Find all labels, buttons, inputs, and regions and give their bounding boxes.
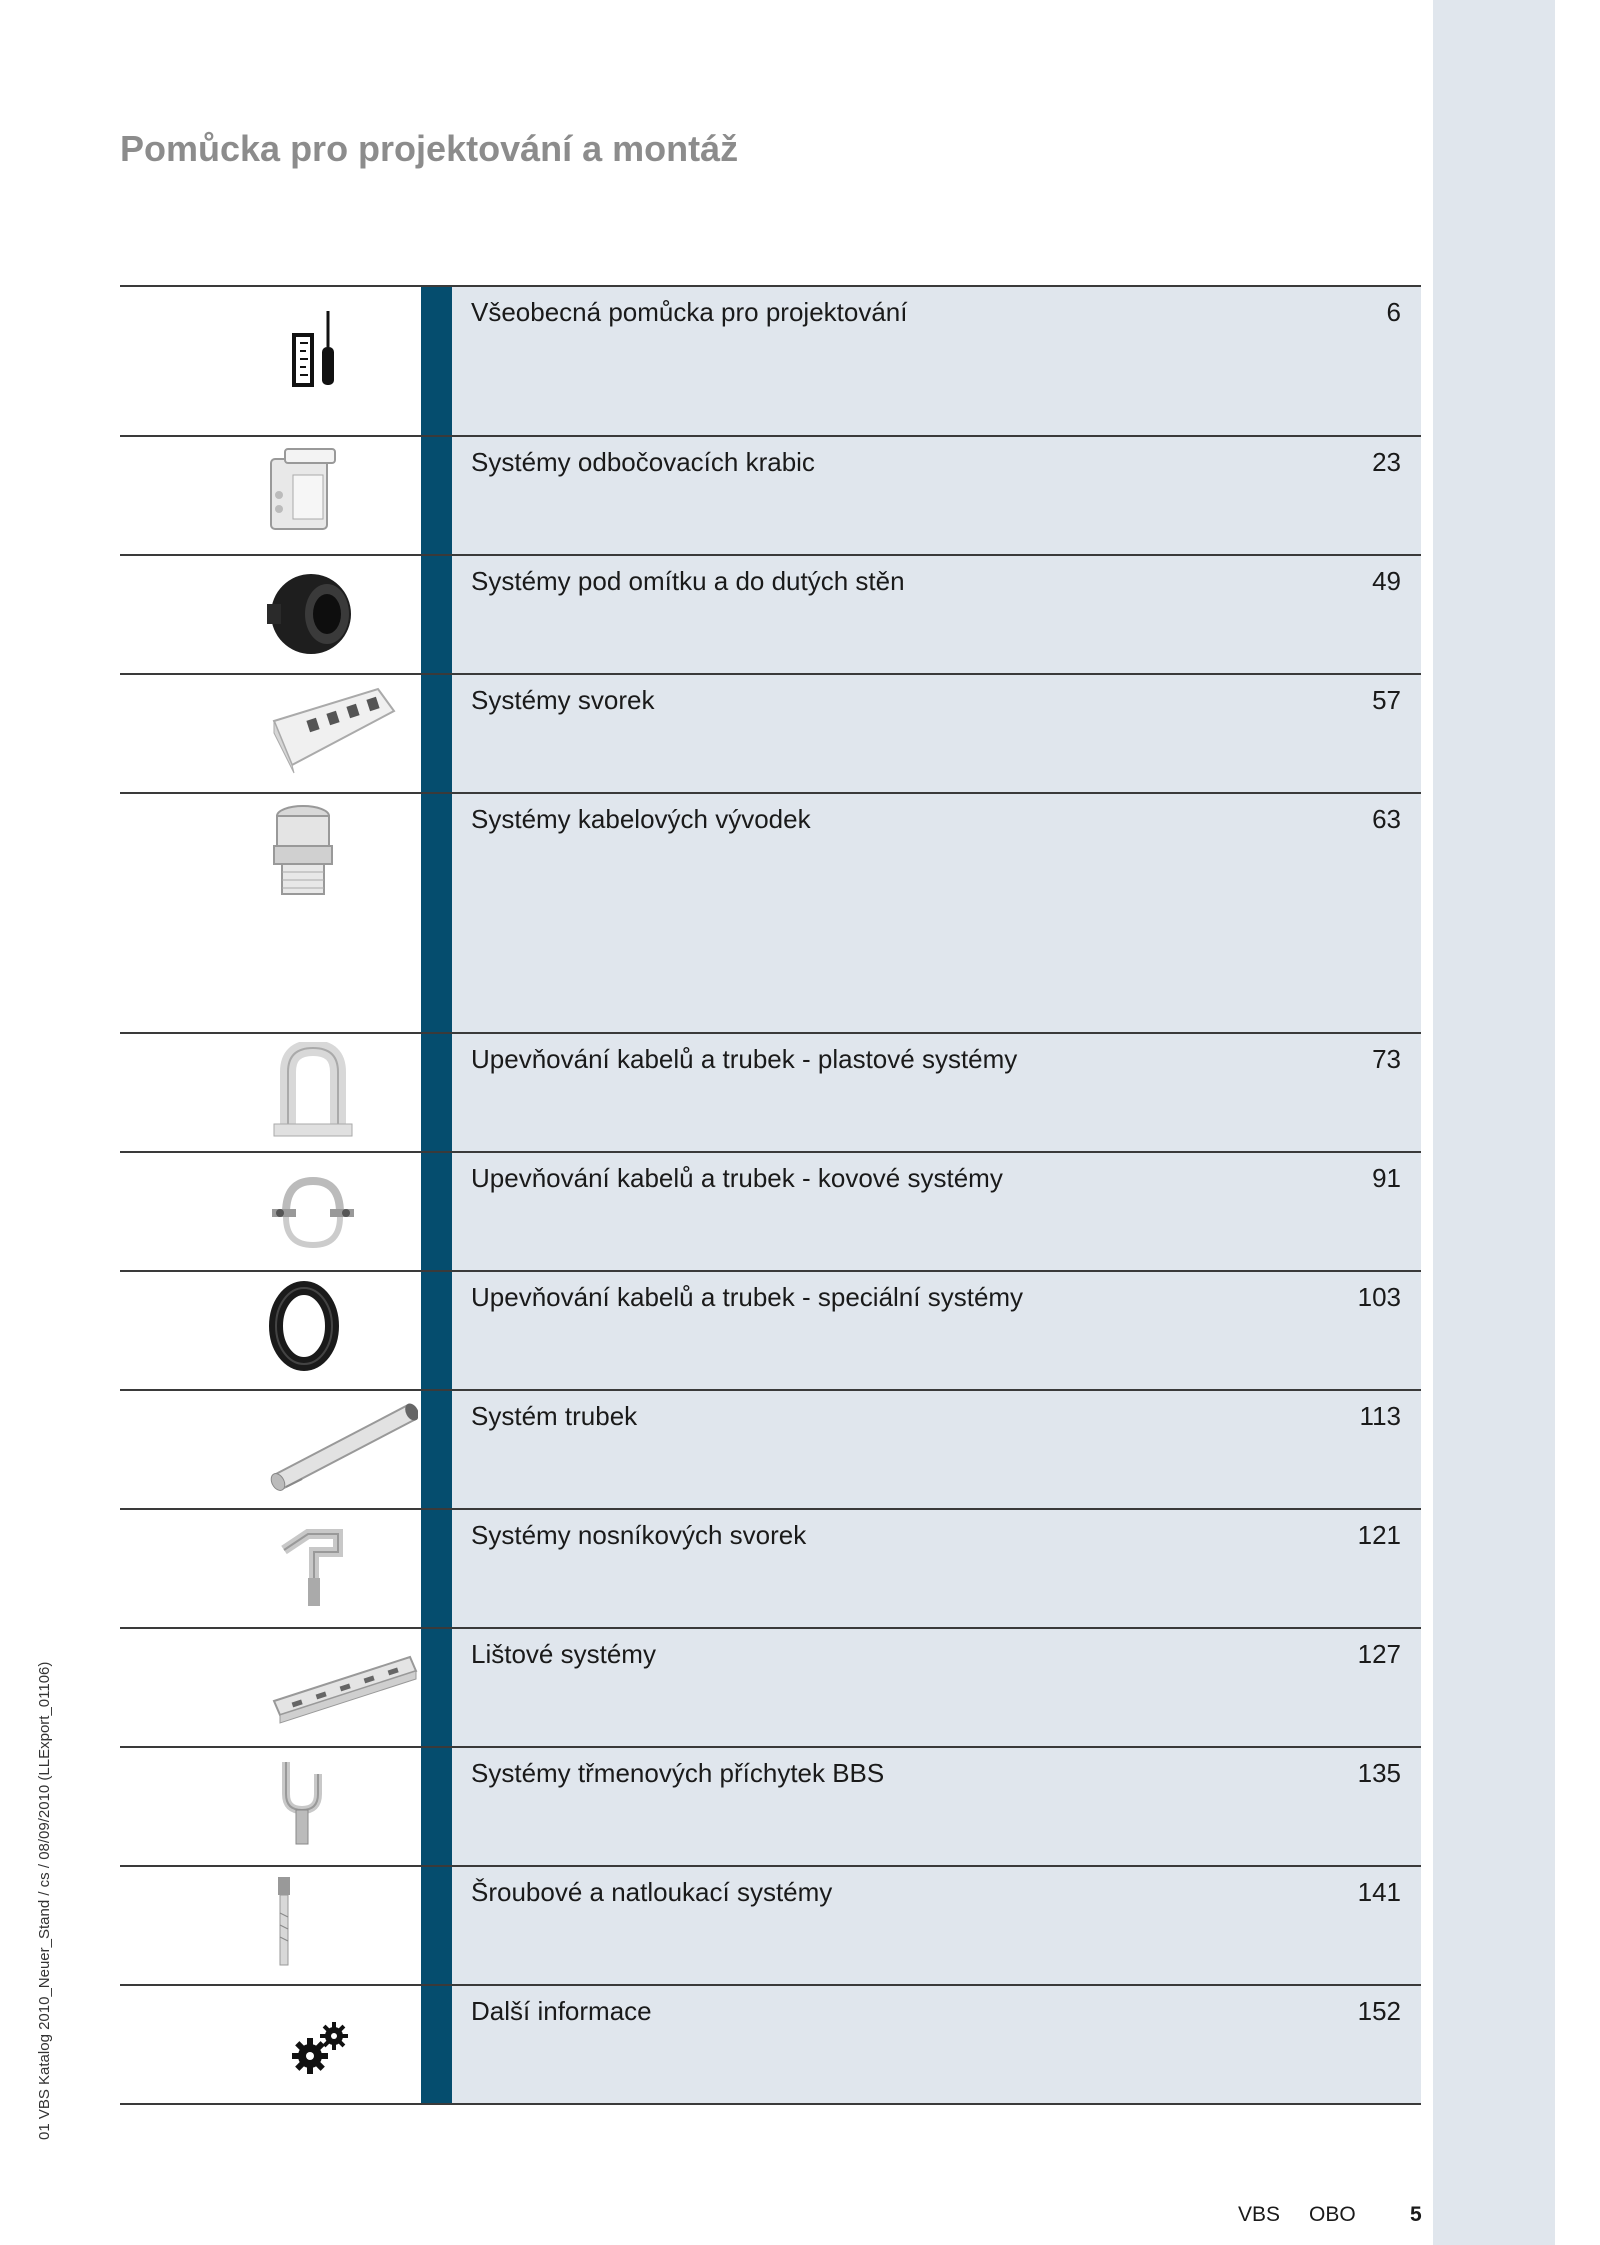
toc-entry	[452, 1510, 1421, 1627]
accent-stripe	[421, 1510, 452, 1627]
toc-row[interactable]	[120, 1391, 1421, 1510]
page-title: Pomůcka pro projektování a montáž	[120, 128, 739, 169]
plastic-clip-icon	[268, 1042, 358, 1142]
catalog-note: 01 VBS Katalog 2010_Neuer_Stand / cs / 08/09/2010 (LLExport_01106)	[36, 1661, 53, 2140]
toc-entry	[452, 675, 1421, 792]
toc-entry	[452, 794, 1421, 1032]
toc-page-number[interactable]: 57	[1372, 685, 1401, 715]
beam-clamp-icon	[270, 1522, 350, 1612]
toc-row[interactable]	[120, 1510, 1421, 1629]
toc-label[interactable]: Upevňování kabelů a trubek - speciální systémy	[471, 1282, 1024, 1312]
toc-row[interactable]	[120, 437, 1421, 556]
toc-thumbnail	[120, 1986, 421, 2103]
toc-row[interactable]	[120, 1153, 1421, 1272]
toc-label[interactable]: Upevňování kabelů a trubek - plastové systémy	[471, 1044, 1018, 1074]
accent-stripe	[421, 675, 452, 792]
toc-row[interactable]	[120, 675, 1421, 794]
toc-label[interactable]: Všeobecná pomůcka pro projektování	[471, 297, 908, 327]
side-bar	[1433, 0, 1555, 2245]
toc-page-number[interactable]: 121	[1357, 1520, 1401, 1550]
toc-thumbnail	[120, 1153, 421, 1270]
accent-stripe	[421, 437, 452, 554]
flush-box-icon	[265, 564, 365, 659]
cable-gland-icon	[268, 802, 338, 902]
junction-box-icon	[265, 445, 345, 540]
toc-thumbnail	[120, 1748, 421, 1865]
toc-label[interactable]: Další informace	[471, 1996, 652, 2026]
ring-clamp-icon	[268, 1280, 348, 1380]
toc-row[interactable]	[120, 287, 1421, 437]
toc-entry	[452, 1748, 1421, 1865]
toc-thumbnail	[120, 437, 421, 554]
page-number: 5	[1410, 2203, 1422, 2226]
bracket-clip-icon	[270, 1754, 340, 1854]
accent-stripe	[421, 287, 452, 435]
toc-page-number[interactable]: 141	[1357, 1877, 1401, 1907]
toc-label[interactable]: Systémy odbočovacích krabic	[471, 447, 815, 477]
toc-row[interactable]	[120, 794, 1421, 1034]
toc-label[interactable]: Šroubové a natloukací systémy	[471, 1877, 833, 1907]
toc-page-number[interactable]: 135	[1357, 1758, 1401, 1788]
toc-page-number[interactable]: 113	[1359, 1401, 1401, 1431]
footer-brand-vbs: VBS	[1238, 2203, 1281, 2226]
toc-entry	[452, 1986, 1421, 2103]
accent-stripe	[421, 1034, 452, 1151]
toc-thumbnail	[120, 675, 421, 792]
toc-label[interactable]: Systém trubek	[471, 1401, 638, 1431]
toc-page-number[interactable]: 49	[1372, 566, 1401, 596]
toc-label[interactable]: Lištové systémy	[471, 1639, 656, 1669]
toc-row[interactable]	[120, 1867, 1421, 1986]
accent-stripe	[421, 1867, 452, 1984]
ruler-screwdriver-icon	[290, 307, 350, 397]
toc-entry	[452, 1034, 1421, 1151]
toc-entry	[452, 1391, 1421, 1508]
toc-thumbnail	[120, 1034, 421, 1151]
toc-thumbnail	[120, 556, 421, 673]
accent-stripe	[421, 1153, 452, 1270]
metal-clamp-icon	[268, 1165, 358, 1255]
accent-stripe	[421, 1391, 452, 1508]
accent-stripe	[421, 1629, 452, 1746]
toc-thumbnail	[120, 287, 421, 435]
toc-page-number[interactable]: 152	[1357, 1996, 1401, 2026]
toc-page-number[interactable]: 103	[1357, 1282, 1401, 1312]
anchor-screw-icon	[270, 1873, 300, 1973]
gears-icon	[286, 2014, 356, 2084]
accent-stripe	[421, 1986, 452, 2103]
toc-entry	[452, 1153, 1421, 1270]
toc-label[interactable]: Upevňování kabelů a trubek - kovové systémy	[471, 1163, 1003, 1193]
accent-stripe	[421, 794, 452, 1032]
toc-entry	[452, 1272, 1421, 1389]
toc-page-number[interactable]: 73	[1372, 1044, 1401, 1074]
terminal-block-icon	[268, 681, 398, 776]
toc-row[interactable]	[120, 1034, 1421, 1153]
conduit-pipe-icon	[268, 1397, 418, 1497]
toc-thumbnail	[120, 1510, 421, 1627]
toc-page-number[interactable]: 6	[1386, 297, 1401, 327]
toc-entry	[452, 556, 1421, 673]
toc-entry	[452, 1867, 1421, 1984]
toc-row[interactable]	[120, 1986, 1421, 2105]
toc-page-number[interactable]: 63	[1372, 804, 1401, 834]
footer-brand-obo: OBO	[1309, 2203, 1356, 2226]
mounting-rail-icon	[270, 1643, 420, 1733]
toc-entry	[452, 287, 1421, 435]
toc-page-number[interactable]: 127	[1357, 1639, 1401, 1669]
toc-label[interactable]: Systémy nosníkových svorek	[471, 1520, 807, 1550]
toc-label[interactable]: Systémy kabelových vývodek	[471, 804, 811, 834]
accent-stripe	[421, 1272, 452, 1389]
toc-page-number[interactable]: 91	[1372, 1163, 1401, 1193]
toc-label[interactable]: Systémy pod omítku a do dutých stěn	[471, 566, 905, 596]
toc-entry	[452, 1629, 1421, 1746]
table-of-contents	[120, 285, 1421, 2105]
toc-page-number[interactable]: 23	[1372, 447, 1401, 477]
toc-thumbnail	[120, 1629, 421, 1746]
toc-row[interactable]	[120, 556, 1421, 675]
toc-thumbnail	[120, 1272, 421, 1389]
accent-stripe	[421, 556, 452, 673]
toc-label[interactable]: Systémy třmenových příchytek BBS	[471, 1758, 885, 1788]
toc-row[interactable]	[120, 1748, 1421, 1867]
toc-row[interactable]	[120, 1272, 1421, 1391]
toc-thumbnail	[120, 1391, 421, 1508]
toc-label[interactable]: Systémy svorek	[471, 685, 655, 715]
toc-entry	[452, 437, 1421, 554]
toc-thumbnail	[120, 1867, 421, 1984]
toc-thumbnail	[120, 794, 421, 1032]
accent-stripe	[421, 1748, 452, 1865]
toc-row[interactable]	[120, 1629, 1421, 1748]
